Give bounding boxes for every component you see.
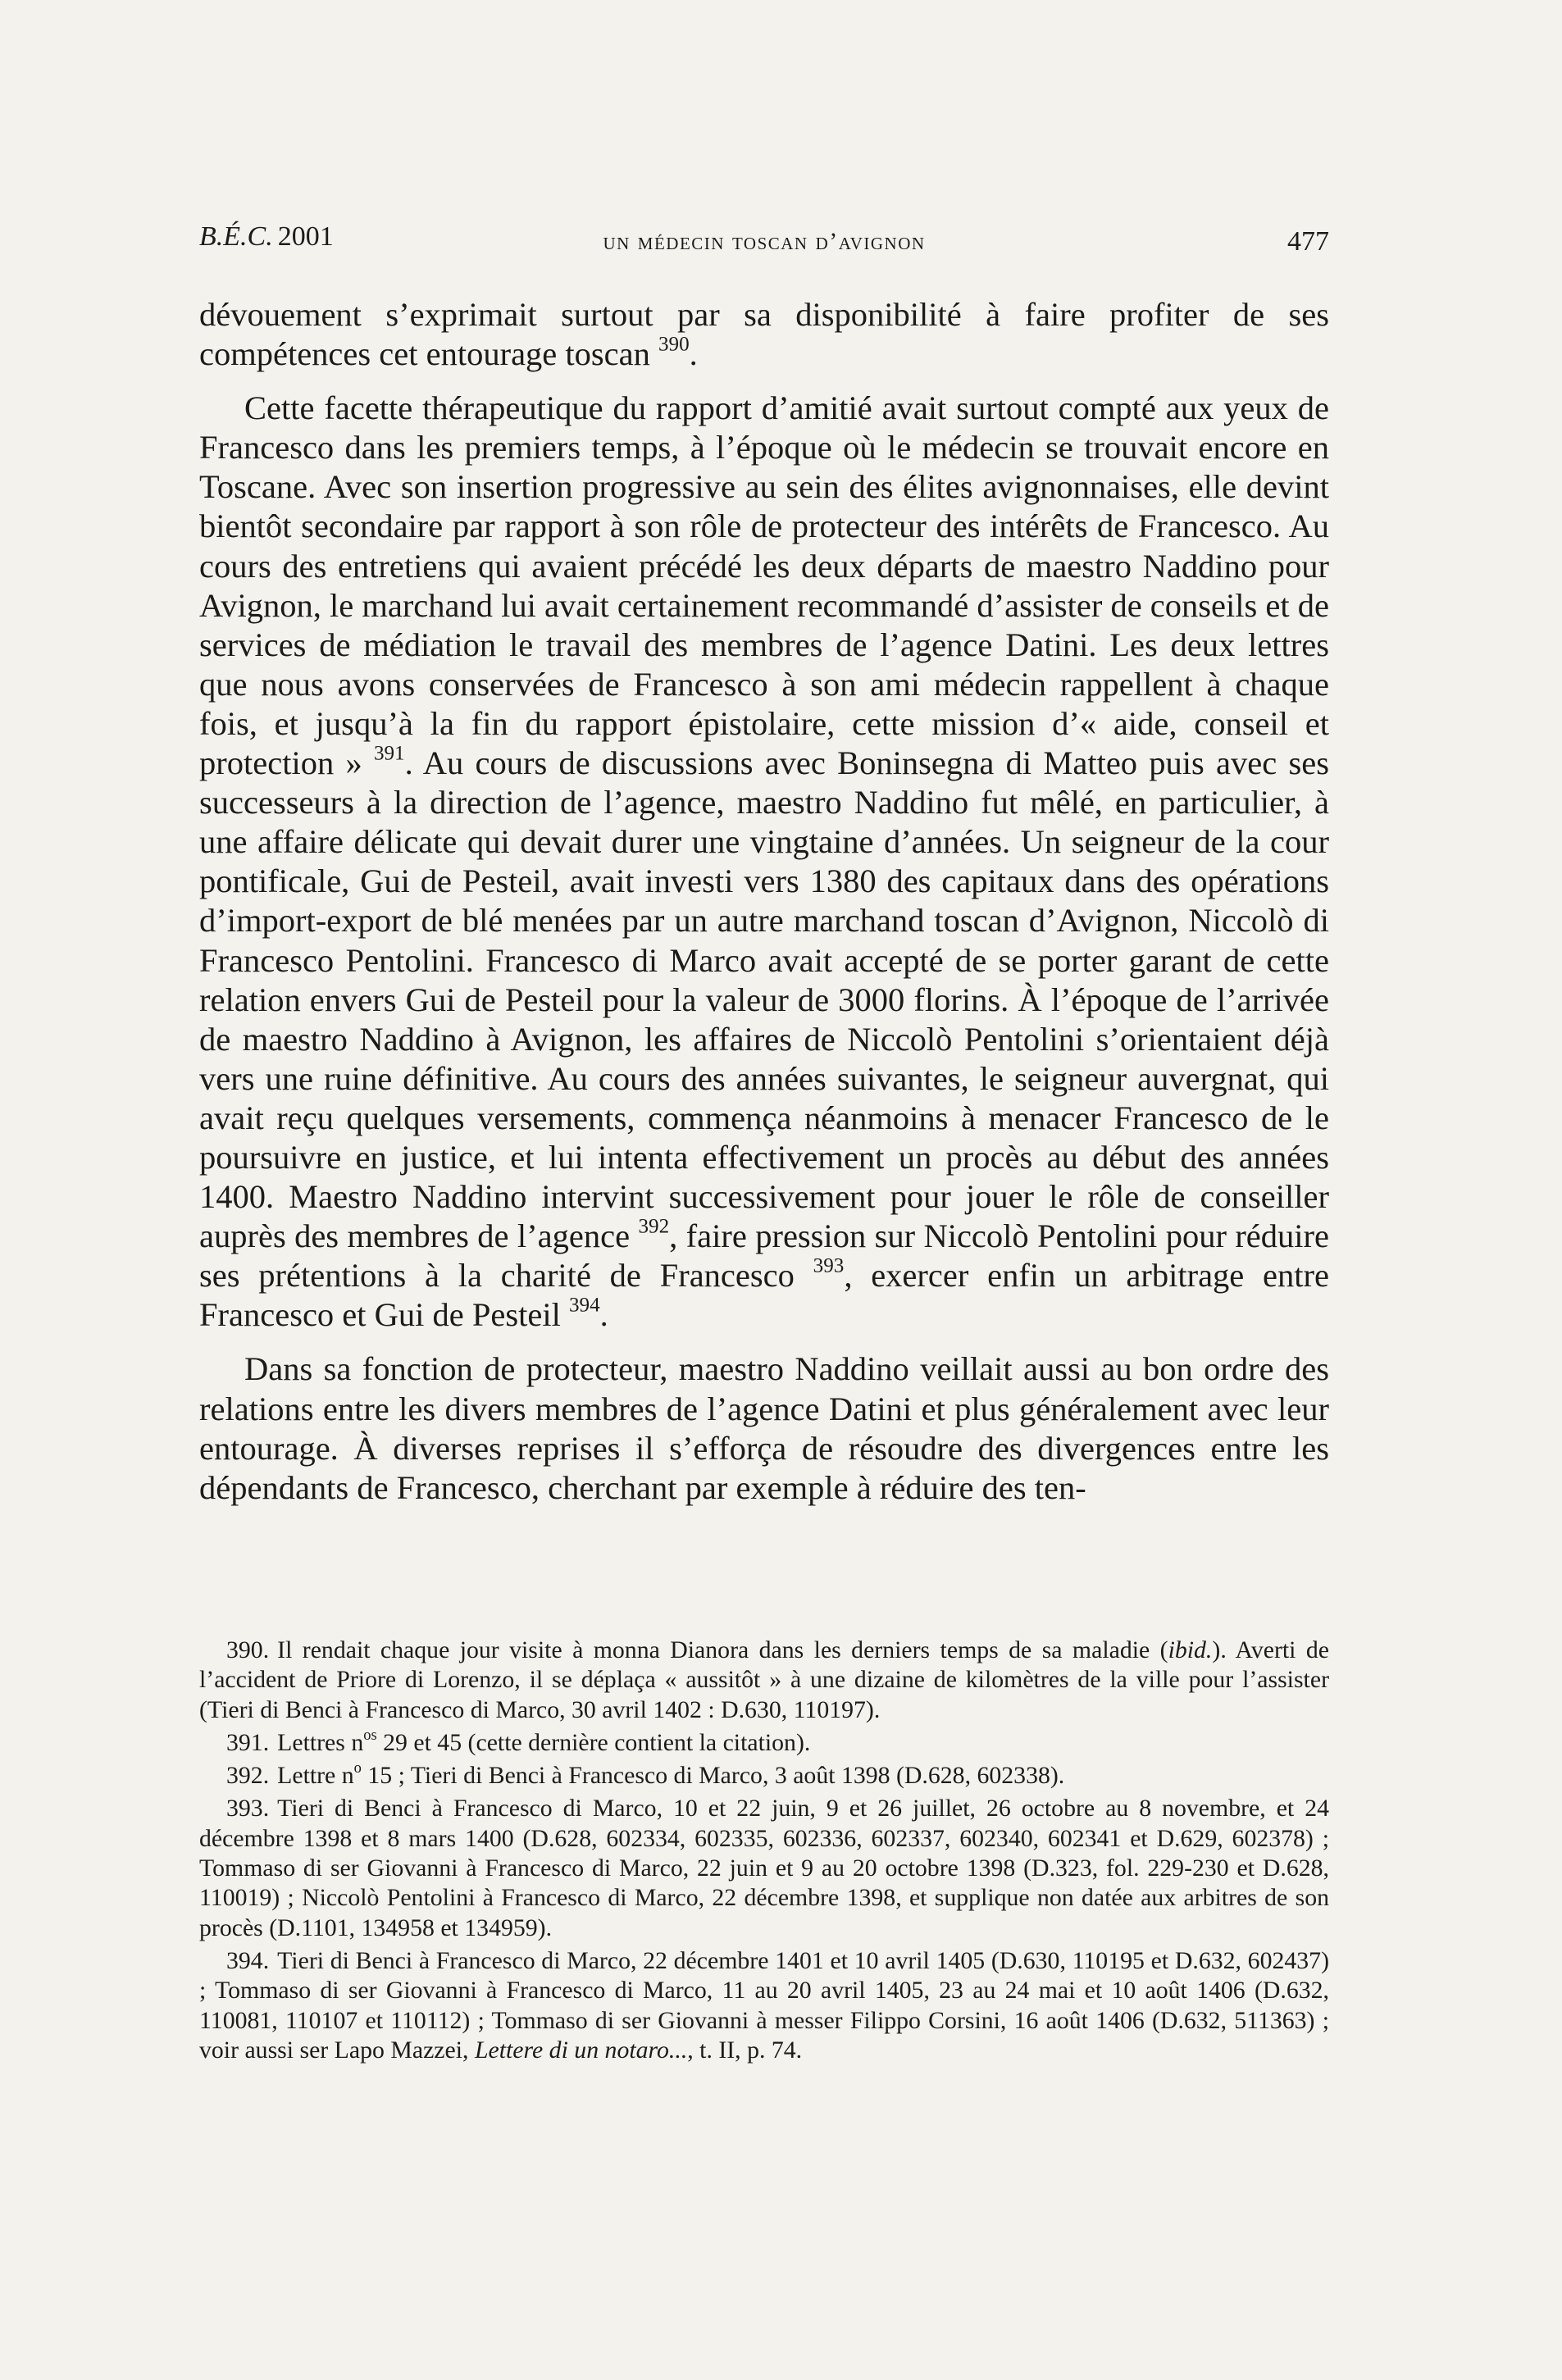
note-reference: 391 xyxy=(373,742,405,765)
text-run: , t. II, p. 74. xyxy=(687,2036,803,2064)
text-run: , exercer enfin un arbitrage entre Francesco et Gui de Pesteil xyxy=(199,1257,1329,1334)
text-run: Cette facette thérapeutique du rapport d’amitié avait surtout compté aux yeux de Francesco dans les premiers temps, à l’époque où le médecin se trouvait encore en Toscane. Avec son insertion progressive au sein des élites avignonnaises, elle devint bientôt secondaire par rapport à son rôle de protecteur des intérêts de Francesco. Au cours des entretiens qui avaient précédé les deux départs de maestro Naddino pour Avignon, le marchand lui avait certainement recommandé d’assister de conseils et de services de médiation le travail des membres de l’agence Datini. Les deux lettres que nous avons conservées de Francesco à son ami médecin rappellent à chaque fois, et jusqu’à la fin du rapport épistolaire, cette mission d’« aide, conseil et protection » xyxy=(199,389,1329,782)
italic-text: ibid. xyxy=(1168,1636,1213,1663)
footnote xyxy=(199,1761,1329,1791)
paragraph xyxy=(199,295,1329,374)
footnote xyxy=(199,1946,1329,2065)
page xyxy=(199,0,1329,2380)
note-reference: 392 xyxy=(638,1215,670,1238)
note-reference: 393 xyxy=(813,1254,845,1277)
running-head xyxy=(199,221,1329,262)
text-run: . xyxy=(689,335,698,373)
note-reference: o xyxy=(353,1759,362,1777)
footnote xyxy=(199,1728,1329,1758)
footnote-number: 391. xyxy=(226,1728,270,1756)
paragraph xyxy=(199,389,1329,1335)
footnote-number: 394. xyxy=(226,1946,270,1974)
footnote-number: 392. xyxy=(226,1762,270,1790)
footnote-number: 390. xyxy=(226,1636,270,1663)
journal-year: 2001 xyxy=(277,221,334,252)
footnote-number: 393. xyxy=(226,1795,270,1823)
paragraph xyxy=(199,1349,1329,1507)
page-number: 477 xyxy=(1287,226,1329,257)
text-run: Tieri di Benci à Francesco di Marco, 22 décembre 1401 et 10 avril 1405 (D.630, 110195 et D.632, 602437) ; Tommaso di ser Giovanni à Francesco di Marco, 11 au 20 avril 1405, 23 au 24 mai et 10 août 1406 (D.632, 110081, 110107 et 110112) ; Tommaso di ser Giovanni à messer Filippo Corsini, 16 août 1406 (D.632, 511363) ; voir aussi ser Lapo Mazzei, xyxy=(199,1946,1329,2064)
text-run: dévouement s’exprimait surtout par sa disponibilité à faire profiter de ses compétences cet entourage toscan xyxy=(199,296,1329,373)
text-run: . xyxy=(599,1296,608,1334)
text-run: . Au cours de discussions avec Boninsegna di Matteo puis avec ses successeurs à la direction de l’agence, maestro Naddino fut mêlé, en particulier, à une affaire délicate qui devait durer une vingtaine d’années. Un seigneur de la cour pontificale, Gui de Pesteil, avait investi vers 1380 des capitaux dans des opérations d’import-export de blé menées par un autre marchand toscan d’Avignon, Niccolò di Francesco Pentolini. Francesco di Marco avait accepté de se porter garant de cette relation envers Gui de Pesteil pour la valeur de 3000 florins. À l’époque de l’arrivée de maestro Naddino à Avignon, les affaires de Niccolò Pentolini s’orientaient déjà vers une ruine définitive. Au cours des années suivantes, le seigneur auvergnat, qui avait reçu quelques versements, commença néanmoins à menacer Francesco de le poursuivre en justice, et lui intenta effectivement un procès au début des années 1400. Maestro Naddino intervint successivement pour jouer le rôle de conseiller auprès des membres de l’agence xyxy=(199,744,1329,1255)
body-text xyxy=(199,295,1329,1508)
footnote xyxy=(199,1636,1329,1725)
text-run: Tieri di Benci à Francesco di Marco, 10 et 22 juin, 9 et 26 juillet, 26 octobre au 8 novembre, et 24 décembre 1398 et 8 mars 1400 (D.628, 602334, 602335, 602336, 602337, 602340, 602341 et D.629, 602378) ; Tommaso di ser Giovanni à Francesco di Marco, 22 juin et 9 au 20 octobre 1398 (D.323, fol. 229-230 et D.628, 110019) ; Niccolò Pentolini à Francesco di Marco, 22 décembre 1398, et supplique non datée aux arbitres de son procès (D.1101, 134958 et 134959). xyxy=(199,1795,1329,1941)
text-run: Dans sa fonction de protecteur, maestro Naddino veillait aussi au bon ordre des relations entre les divers membres de l’agence Datini et plus généralement avec leur entourage. À diverses reprises il s’efforça de résoudre des divergences entre les dépendants de Francesco, cherchant par exemple à réduire des ten- xyxy=(199,1350,1329,1506)
italic-text: Lettere di un notaro... xyxy=(474,2036,688,2064)
text-run: , faire pression sur Niccolò Pentolini pour réduire ses prétentions à la charité de Francesco xyxy=(199,1217,1329,1295)
text-run: 15 ; Tieri di Benci à Francesco di Marco, 3 août 1398 (D.628, 602338). xyxy=(361,1762,1065,1790)
note-reference: os xyxy=(363,1726,377,1743)
text-run: ). Averti de l’accident de Priore di Lorenzo, il se déplaça « aussitôt » à une dizaine de kilomètres de la ville pour l’assister (Tieri di Benci à Francesco di Marco, 30 avril 1402 : D.630, 110197). xyxy=(199,1636,1329,1723)
footnotes xyxy=(199,1636,1329,2068)
text-run: 29 et 45 (cette dernière contient la citation). xyxy=(376,1728,811,1756)
running-title: un médecin toscan d’avignon xyxy=(603,228,926,255)
note-reference: 390 xyxy=(658,333,690,356)
text-run: Lettre n xyxy=(277,1762,354,1790)
footnote xyxy=(199,1794,1329,1942)
note-reference: 394 xyxy=(569,1294,600,1317)
journal-name: B.É.C. xyxy=(199,221,273,252)
text-run: Il rendait chaque jour visite à monna Dianora dans les derniers temps de sa maladie ( xyxy=(277,1636,1168,1663)
text-run: Lettres n xyxy=(277,1728,364,1756)
